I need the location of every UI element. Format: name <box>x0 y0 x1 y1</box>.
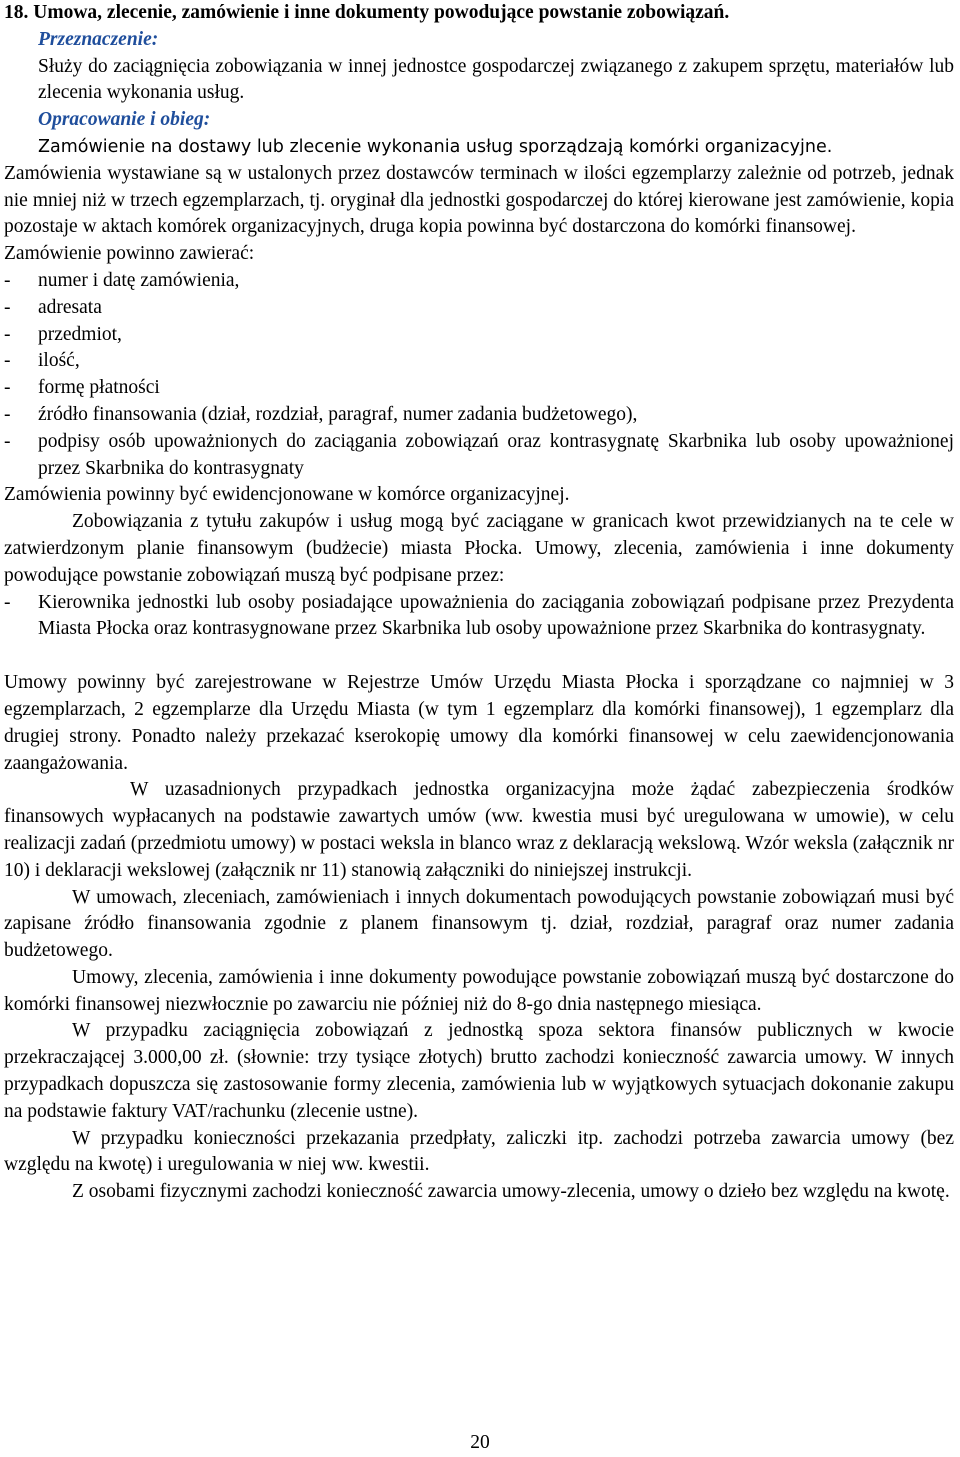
circulation-text: Zamówienie na dostawy lub zlecenie wykonania usług sporządzają komórki organizacyjne. <box>38 136 833 157</box>
contents-list <box>4 268 954 482</box>
list-item: - formę płatności <box>4 377 160 399</box>
register-paragraph: Zamówienia powinny być ewidencjonowane w komórce organizacyjnej. <box>4 484 570 506</box>
list-item: - adresata <box>4 296 102 318</box>
contents-intro: Zamówienie powinno zawierać: <box>4 243 255 265</box>
orders-paragraph: Zamówienia wystawiane są w ustalonych przez dostawców terminach w ilości egzemplarzy zależnie od potrzeb, jednak nie mniej niż w trzech egzemplarzach, tj. oryginał dla jednostki gospodarczej do której kierowane jest zamówienie, kopia pozostaje w aktach komórek organizacyjnych, druga kopia powinna być dostarczona do komórki finansowej. <box>4 162 954 238</box>
source-paragraph: W umowach, zleceniach, zamówieniach i innych dokumentach powodujących powstanie zobowiązań musi być zapisane źródło finansowania zgodnie z planem finansowym tj. dział, rozdział, paragraf oraz numer zadania budżetowego. <box>4 886 954 962</box>
list-item: - podpisy osób upoważnionych do zaciągania zobowiązań oraz kontrasygnatę Skarbnika lub osoby upoważnionej przez Skarbnika do kontrasygnaty <box>4 430 954 479</box>
list-item: - źródło finansowania (dział, rozdział, paragraf, numer zadania budżetowego), <box>4 403 638 425</box>
contracts-paragraph: Umowy powinny być zarejestrowane w Rejestrze Umów Urzędu Miasta Płocka i sporządzane co najmniej w 3 egzemplarzach, 2 egzemplarze dla Urzędu Miasta (w tym 1 egzemplarz dla komórki finansowej), 1 egzemplarz dla drugiej strony. Ponadto należy przekazać kserokopię umowy dla komórki finansowej w celu zaewidencjonowania zaangażowania. <box>4 672 954 774</box>
delivery-paragraph: Umowy, zlecenia, zamówienia i inne dokumenty powodujące powstanie zobowiązań muszą być dostarczone do komórki finansowej niezwłocznie po zawarciu nie później niż do 8-go dnia następnego miesiąca. <box>4 966 954 1015</box>
spacer <box>4 643 954 670</box>
list-item: - ilość, <box>4 350 80 372</box>
section-heading: 18. Umowa, zlecenie, zamówienie i inne dokumenty powodujące powstanie zobowiązań. <box>4 2 730 23</box>
purpose-text: Służy do zaciągnięcia zobowiązania w innej jednostce gospodarczej związanego z zakupem sprzętu, materiałów lub zlecenia wykonania usług. <box>38 55 954 104</box>
obligations-paragraph: Zobowiązania z tytułu zakupów i usług mogą być zaciągane w granicach kwot przewidzianych na te cele w zatwierdzonym planie finansowym (budżecie) miasta Płocka. Umowy, zlecenia, zamówienia i inne dokumenty powodujące powstanie zobowiązań muszą być podpisane przez: <box>4 511 954 586</box>
signers-list <box>4 590 954 644</box>
circulation-label: Opracowanie i obieg: <box>38 109 211 131</box>
document-page <box>4 0 954 1206</box>
list-item: - przedmiot, <box>4 323 122 345</box>
page-number: 20 <box>470 1432 490 1453</box>
list-item: - numer i datę zamówienia, <box>4 269 240 291</box>
individuals-paragraph: Z osobami fizycznymi zachodzi konieczność zawarcia umowy-zlecenia, umowy o dzieło bez względu na kwotę. <box>72 1181 950 1203</box>
list-item: - Kierownika jednostki lub osoby posiadające upoważnienia do zaciągania zobowiązań podpisane przez Prezydenta Miasta Płocka oraz kontrasygnowane przez Skarbnika lub osoby upoważnione przez Skarbnika do kontrasygnaty. <box>4 591 954 640</box>
security-paragraph: W uzasadnionych przypadkach jednostka organizacyjna może żądać zabezpieczenia środków finansowych wypłacanych na podstawie zawartych umów (ww. kwestia musi być uregulowana w umowie), w celu realizacji zadań (przedmiotu umowy) w postaci weksla in blanco wraz z deklaracją wekslową. Wzór weksla (załącznik nr 10) i deklaracji wekslowej (załącznik nr 11) stanowią załączniki do niniejszej instrukcji. <box>4 779 954 881</box>
prepayment-paragraph: W przypadku konieczności przekazania przedpłaty, zaliczki itp. zachodzi potrzeba zawarcia umowy (bez względu na kwotę) i uregulowania w niej ww. kwestii. <box>4 1127 954 1176</box>
purpose-label: Przeznaczenie: <box>38 28 159 50</box>
threshold-paragraph: W przypadku zaciągnięcia zobowiązań z jednostką spoza sektora finansów publicznych w kwocie przekraczającej 3.000,00 zł. (słownie: trzy tysiące złotych) brutto zachodzi konieczność zawarcia umowy. W innych przypadkach dopuszcza się zastosowanie formy zlecenia, zamówienia lub w wyjątkowych sytuacjach dokonanie zakupu na podstawie faktury VAT/rachunku (zlecenie ustne). <box>4 1020 954 1122</box>
